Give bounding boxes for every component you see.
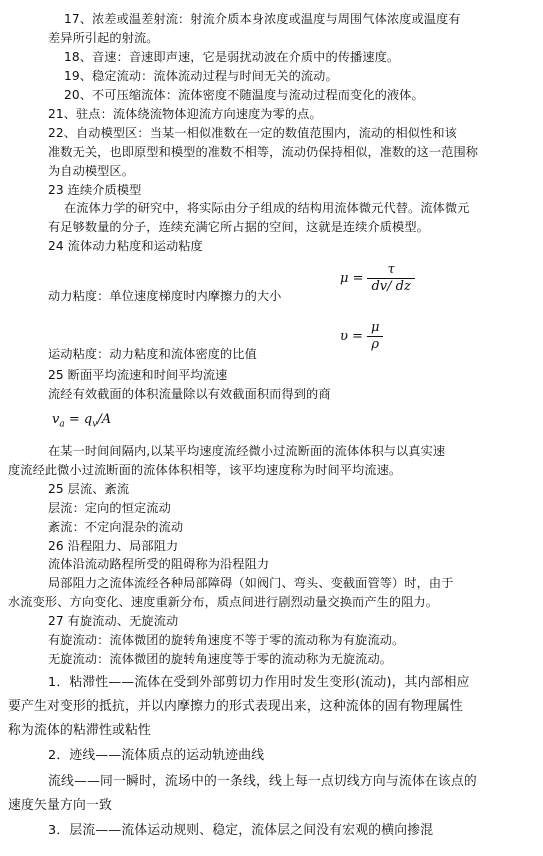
mean-velocity-formula: [52, 412, 111, 430]
text-line: 流线——同一瞬时，流场中的一条线，线上每一点切线方向与流体在该点的: [48, 774, 477, 789]
section-heading: 24 流体动力粘度和运动粘度: [48, 239, 203, 253]
text-line: 层流：定向的恒定流动: [48, 501, 171, 515]
denominator: dv/ dz: [371, 279, 411, 294]
text-line: 19、稳定流动：流体流动过程与时间无关的流动。: [64, 69, 338, 83]
text-line: 流体沿流动路程所受的阻碍称为沿程阻力: [48, 557, 270, 571]
text-line: 动力粘度：单位速度梯度时内摩擦力的大小: [48, 289, 282, 303]
text-line: 紊流：不定向混杂的流动: [48, 520, 184, 534]
text-line: 18、音速：音速即声速，它是弱扰动波在介质中的传播速度。: [64, 50, 400, 64]
text-line: 度流经此微小过流断面的流体体积相等，该平均速度称为时间平均流速。: [8, 463, 402, 477]
text-line: 有足够数量的分子，连续充满它所占据的空间，这就是连续介质模型。: [48, 220, 429, 234]
divide-area: /A: [97, 412, 112, 427]
text-line: 有旋流动：流体微团的旋转角速度不等于零的流动称为有旋流动。: [48, 633, 405, 647]
text-line: 局部阻力之流体流经各种局部障碍（如阀门、弯头、变截面管等）时，由于: [48, 576, 454, 590]
text-line: 速度矢量方向一致: [8, 798, 112, 813]
denominator: ρ: [371, 337, 379, 352]
text-line: 17、浓差或温差射流：射流介质本身浓度或温度与周围气体浓度或温度有: [64, 12, 461, 26]
formula-lhs: υ =: [340, 329, 363, 344]
numerator: μ: [367, 320, 383, 337]
dynamic-viscosity-formula: [340, 262, 415, 295]
numerator: τ: [367, 262, 414, 279]
text-line: 在某一时间间隔内,以某平均速度流经微小过流断面的流体体积与以真实速: [48, 444, 446, 458]
text-line: 水流变形、方向变化、速度重新分布，质点间进行剧烈动量交换而产生的阻力。: [8, 595, 439, 609]
kinematic-viscosity-formula: [340, 320, 383, 353]
text-line: 运动粘度：动力粘度和流体密度的比值: [48, 347, 257, 361]
text-line: 3．层流——流体运动规则、稳定，流体层之间没有宏观的横向掺混: [48, 823, 434, 838]
text-line: 22、自动模型区：当某一相似准数在一定的数值范围内，流动的相似性和该: [48, 126, 457, 140]
section-heading: 25 断面平均流速和时间平均流速: [48, 368, 228, 382]
symbol-v: v: [52, 412, 60, 427]
text-line: 流经有效截面的体积流量除以有效截面积而得到的商: [48, 387, 331, 401]
equals: =: [64, 412, 84, 427]
text-line: 1．粘滞性——流体在受到外部剪切力作用时发生变形(流动)，其内部相应: [48, 675, 470, 690]
formula-lhs: μ =: [340, 271, 364, 286]
fraction: [367, 320, 383, 353]
text-line: 差异所引起的射流。: [48, 31, 159, 45]
symbol-q: q: [83, 412, 93, 427]
subscript-a: a: [59, 419, 65, 430]
text-line: 在流体力学的研究中，将实际由分子组成的结构用流体微元代替。流体微元: [64, 201, 470, 215]
fraction: [367, 262, 414, 295]
text-line: 准数无关，也即原型和模型的准数不相等，流动仍保持相似，准数的这一范围称: [48, 145, 479, 159]
text-line: 为自动模型区。: [48, 164, 135, 178]
text-line: 20、不可压缩流体：流体密度不随温度与流动过程而变化的液体。: [64, 88, 424, 102]
section-heading: 26 沿程阻力、局部阻力: [48, 539, 179, 553]
section-heading: 25 层流、紊流: [48, 482, 130, 496]
subscript-v: v: [92, 419, 98, 430]
section-heading: 27 有旋流动、无旋流动: [48, 614, 179, 628]
text-line: 要产生对变形的抵抗，并以内摩擦力的形式表现出来，这种流体的固有物理属性: [8, 699, 463, 714]
text-line: 2．迹线——流体质点的运动轨迹曲线: [48, 748, 265, 763]
text-line: 称为流体的粘滞性或粘性: [8, 723, 151, 738]
text-line: 无旋流动：流体微团的旋转角速度等于零的流动称为无旋流动。: [48, 652, 393, 666]
text-line: 21、驻点：流体绕流物体迎流方向速度为零的点。: [48, 107, 322, 121]
section-heading: 23 连续介质模型: [48, 183, 142, 197]
